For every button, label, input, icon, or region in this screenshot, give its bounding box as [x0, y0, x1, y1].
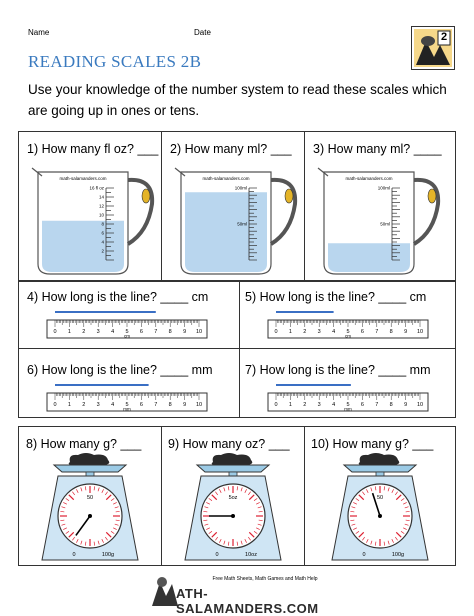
ruler-number: 1: [288, 329, 292, 335]
ruler-number: 9: [183, 402, 187, 408]
question-1: 1) How many fl oz? ___: [27, 142, 159, 156]
jug-label: 100ml: [234, 185, 247, 191]
ruler-number: 8: [389, 329, 393, 335]
ruler-number: 2: [82, 402, 86, 408]
jug-label: 6: [101, 230, 104, 236]
ruler-number: 1: [67, 402, 71, 408]
ruler-number: 5: [125, 402, 129, 408]
footer-logo: [150, 574, 350, 616]
jug-label: 50ml: [380, 221, 390, 227]
question-7: 7) How long is the line? ____ mm: [245, 363, 431, 377]
ruler-number: 7: [154, 329, 158, 335]
intro-text: Use your knowledge of the number system to read these scales which are going up in ones or tens.: [28, 82, 447, 118]
dial-label-zero: 0: [215, 552, 219, 558]
weight-object: [69, 453, 110, 465]
dial-hub: [88, 514, 92, 518]
ruler-number: 6: [360, 402, 364, 408]
jug-label: 8: [101, 221, 104, 227]
dial-label-top: 5oz: [228, 495, 238, 501]
question-2: 2) How many ml? ___: [170, 142, 292, 156]
jug-label: 16 fl oz: [89, 185, 104, 191]
dial-hub: [231, 514, 235, 518]
ruler-number: 2: [82, 329, 86, 335]
ruler-unit: cm: [345, 333, 351, 339]
ruler-number: 10: [195, 402, 203, 408]
footer-tagline: Free Math Sheets, Math Games and Math Help: [212, 576, 318, 582]
ruler-number: 10: [416, 402, 424, 408]
question-8: 8) How many g? ___: [26, 437, 142, 451]
question-6: 6) How long is the line? ____ mm: [27, 363, 213, 377]
question-3: 3) How many ml? ____: [313, 142, 442, 156]
jug-label: 4: [101, 239, 104, 245]
jug-brand: math-salamanders.com: [202, 176, 250, 181]
ruler-number: 3: [317, 329, 321, 335]
ruler-number: 5: [346, 402, 350, 408]
scale-pan: [344, 465, 416, 472]
ruler-number: 10: [416, 329, 424, 335]
ruler-number: 5: [346, 329, 350, 335]
jug-label: 14: [98, 194, 104, 200]
dial-label-top: 50: [376, 495, 384, 501]
page-title: READING SCALES 2B: [28, 52, 202, 71]
ruler-number: 4: [111, 329, 115, 335]
date-label: Date: [194, 28, 211, 37]
ruler-number: 9: [183, 329, 187, 335]
dial-label-zero: 0: [362, 552, 366, 558]
jug-label: 2: [101, 248, 104, 254]
footer-site: ATH-SALAMANDERS.COM: [176, 586, 319, 616]
weight-object: [212, 453, 253, 465]
ruler-number: 1: [67, 329, 71, 335]
dial-label-max: 100g: [101, 552, 115, 558]
ruler-number: 4: [332, 402, 336, 408]
question-4: 4) How long is the line? ____ cm: [27, 290, 209, 304]
jug-brand: math-salamanders.com: [345, 176, 393, 181]
name-label: Name: [28, 28, 50, 37]
ruler-number: 2: [303, 329, 307, 335]
ruler-number: 5: [125, 329, 129, 335]
ruler-number: 4: [332, 329, 336, 335]
ruler-number: 9: [404, 329, 408, 335]
jug-label: 50ml: [237, 221, 247, 227]
jug-label: 12: [98, 203, 104, 209]
question-9: 9) How many oz? ___: [168, 437, 290, 451]
dial-label-max: 10oz: [245, 552, 257, 558]
ruler-unit: mm: [123, 406, 131, 412]
ruler-number: 8: [389, 402, 393, 408]
jug-label: 100ml: [377, 185, 390, 191]
ruler-number: 3: [317, 402, 321, 408]
ruler-unit: cm: [124, 333, 130, 339]
scale-stem: [86, 472, 94, 476]
ruler-number: 7: [375, 402, 379, 408]
ruler-number: 8: [168, 329, 172, 335]
ruler-number: 2: [303, 402, 307, 408]
weight-object: [359, 453, 400, 465]
ruler-number: 4: [111, 402, 115, 408]
ruler-number: 6: [139, 402, 143, 408]
ruler-number: 3: [96, 402, 100, 408]
jug-label: 10: [98, 212, 104, 218]
ruler-number: 0: [53, 402, 57, 408]
ruler-number: 0: [53, 329, 57, 335]
scale-pan: [54, 465, 126, 472]
logo-badge: 2: [441, 31, 448, 43]
question-10: 10) How many g? ___: [311, 437, 434, 451]
ruler-number: 7: [375, 329, 379, 335]
scale-pan: [197, 465, 269, 472]
ruler-number: 9: [404, 402, 408, 408]
dial-label-zero: 0: [72, 552, 76, 558]
jug-brand: math-salamanders.com: [59, 176, 107, 181]
ruler-number: 0: [274, 329, 278, 335]
weighing-scale-8: [30, 452, 150, 564]
ruler-number: 6: [360, 329, 364, 335]
scale-stem: [229, 472, 237, 476]
ruler-number: 6: [139, 329, 143, 335]
scale-stem: [376, 472, 384, 476]
ruler-unit: mm: [344, 406, 352, 412]
ruler-number: 0: [274, 402, 278, 408]
ruler-number: 1: [288, 402, 292, 408]
ruler-number: 8: [168, 402, 172, 408]
ruler-number: 7: [154, 402, 158, 408]
ruler-number: 10: [195, 329, 203, 335]
dial-hub: [378, 514, 382, 518]
question-5: 5) How long is the line? ____ cm: [245, 290, 427, 304]
dial-label-top: 50: [86, 495, 94, 501]
dial-label-max: 100g: [391, 552, 405, 558]
weighing-scale-9: [173, 452, 293, 564]
ruler-number: 3: [96, 329, 100, 335]
weighing-scale-10: [320, 452, 440, 564]
